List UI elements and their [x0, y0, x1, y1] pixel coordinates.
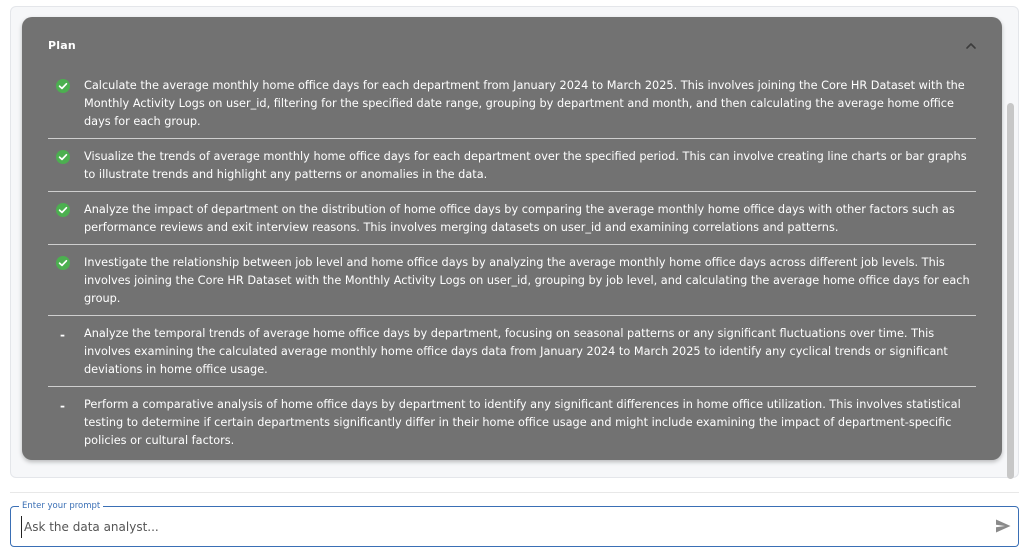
plan-step	[48, 77, 976, 139]
plan-title: Plan	[48, 39, 76, 52]
plan-step-text: Investigate the relationship between job level and home office days by analyzing the average monthly home office days across different job levels. This involves joining the Core HR Dataset with the Monthly Activity Logs on user_id, grouping by job level, and calculating the average home office days for each group.	[84, 256, 970, 305]
check-circle-icon	[56, 203, 70, 217]
plan-step	[48, 325, 976, 387]
check-circle-icon	[56, 150, 70, 164]
plan-step-text: Perform a comparative analysis of home office days by department to identify any significant differences in home office utilization. This involves statistical testing to determine if certain departments significantly differ in their home office usage and might include examining the impact of department-specific policies or cultural factors.	[84, 398, 961, 447]
send-icon[interactable]	[994, 517, 1012, 535]
plan-steps-list	[48, 77, 976, 466]
divider	[10, 492, 1019, 493]
plan-step-text: Analyze the temporal trends of average home office days by department, focusing on seasonal patterns or any significant fluctuations over time. This involves examining the calculated average monthly home office days data from January 2024 to March 2025 to identify any cyclical trends or significant deviations in home office usage.	[84, 327, 948, 376]
prompt-field[interactable]	[10, 501, 1019, 547]
plan-card	[22, 17, 1002, 460]
plan-step	[48, 396, 976, 457]
scrollbar[interactable]	[1007, 17, 1014, 475]
check-circle-icon	[56, 256, 70, 270]
plan-step	[48, 201, 976, 245]
plan-step-text: Calculate the average monthly home office days for each department from January 2024 to March 2025. This involves joining the Core HR Dataset with the Monthly Activity Logs on user_id, filtering for the specified date range, grouping by department and month, and then calculating the average home office days for each group.	[84, 79, 965, 128]
dash-icon: -	[60, 328, 65, 342]
prompt-input[interactable]	[21, 516, 976, 538]
chevron-up-icon[interactable]	[964, 39, 978, 53]
plan-step	[48, 148, 976, 192]
prompt-label: Enter your prompt	[19, 500, 103, 512]
plan-step	[48, 254, 976, 316]
plan-step-text: Analyze the impact of department on the distribution of home office days by comparing the average monthly home office days with other factors such as performance reviews and exit interview reasons. This involves merging datasets on user_id and examining correlations and patterns.	[84, 203, 955, 234]
dash-icon: -	[60, 399, 65, 413]
scrollbar-thumb[interactable]	[1007, 103, 1014, 479]
check-circle-icon	[56, 79, 70, 93]
plan-step-text: Visualize the trends of average monthly home office days for each department over the specified period. This can involve creating line charts or bar graphs to illustrate trends and highlight any patterns or anomalies in the data.	[84, 150, 967, 181]
